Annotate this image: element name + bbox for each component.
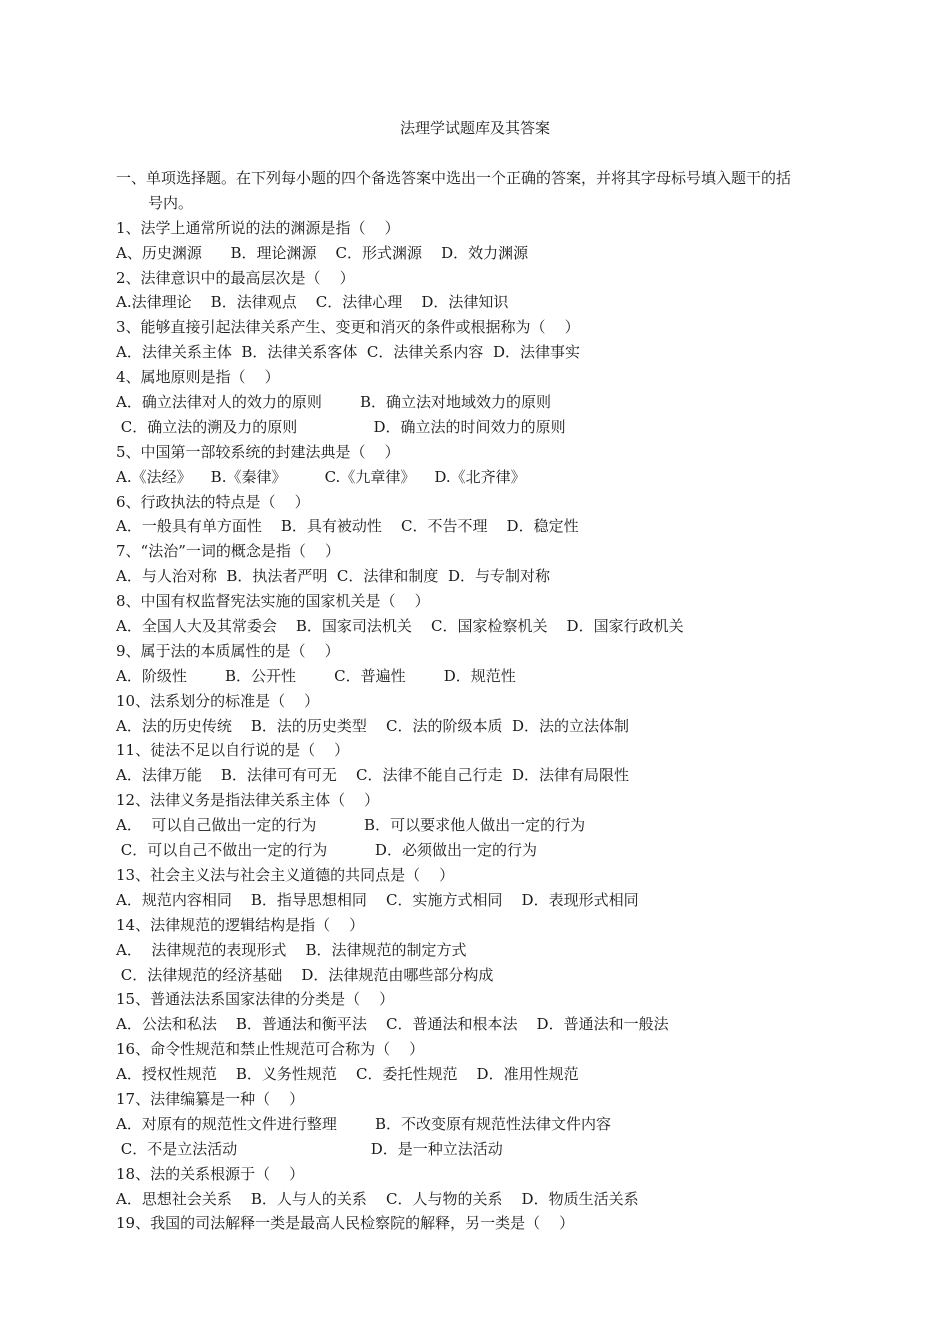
question-stem: 12、法律义务是指法律关系主体（ ） (116, 791, 380, 810)
answer-options: A．法律万能 B．法律可有可无 C．法律不能自己行走 D．法律有局限性 (116, 766, 630, 785)
answer-options: C．确立法的溯及力的原则 D．确立法的时间效力的原则 (116, 417, 566, 436)
question-stem: 6、行政执法的特点是（ ） (116, 492, 310, 511)
question-list (116, 216, 876, 1237)
answer-options: A.法律理论 B．法律观点 C．法律心理 D．法律知识 (116, 293, 509, 312)
answer-options: A．法律关系主体 B．法律关系客体 C．法律关系内容 D．法律事实 (116, 343, 580, 362)
question-stem: 16、命令性规范和禁止性规范可合称为（ ） (116, 1040, 425, 1059)
question-stem: 1、法学上通常所说的法的渊源是指（ ） (116, 218, 400, 237)
question-stem: 9、属于法的本质属性的是（ ） (116, 641, 340, 660)
answer-options: C．法律规范的经济基础 D．法律规范由哪些部分构成 (116, 965, 494, 984)
question-stem: 2、法律意识中的最高层次是（ ） (116, 268, 355, 287)
question-stem: 3、能够直接引起法律关系产生、变更和消灭的条件或根据称为（ ） (116, 318, 580, 337)
answer-options: A．阶级性 B．公开性 C．普遍性 D．规范性 (116, 666, 516, 685)
question-stem: 10、法系划分的标准是（ ） (116, 691, 320, 710)
section-heading-continuation: 号内。 (148, 193, 194, 212)
answer-options: C．可以自己不做出一定的行为 D．必须做出一定的行为 (116, 841, 537, 860)
answer-options: A．与人治对称 B．执法者严明 C．法律和制度 D．与专制对称 (116, 567, 550, 586)
question-stem: 19、我国的司法解释一类是最高人民检察院的解释，另一类是（ ） (116, 1214, 575, 1233)
question-stem: 5、中国第一部较系统的封建法典是（ ） (116, 442, 400, 461)
answer-options: A．规范内容相同 B．指导思想相同 C．实施方式相同 D．表现形式相同 (116, 890, 639, 909)
section-heading: 一、单项选择题。在下列每小题的四个备选答案中选出一个正确的答案，并将其字母标号填入题干的括 (116, 169, 792, 187)
answer-options: A．对原有的规范性文件进行整理 B．不改变原有规范性法律文件内容 (116, 1114, 612, 1133)
answer-options: A．公法和私法 B．普通法和衡平法 C．普通法和根本法 D．普通法和一般法 (116, 1015, 669, 1034)
question-stem: 13、社会主义法与社会主义道德的共同点是（ ） (116, 865, 455, 884)
answer-options: A．法的历史传统 B．法的历史类型 C．法的阶级本质 D．法的立法体制 (116, 716, 630, 735)
question-stem: 8、中国有权监督宪法实施的国家机关是（ ） (116, 592, 430, 611)
answer-options: A．全国人大及其常委会 B．国家司法机关 C．国家检察机关 D．国家行政机关 (116, 617, 684, 636)
document-body (116, 166, 876, 1236)
question-stem: 18、法的关系根源于（ ） (116, 1164, 305, 1183)
question-stem: 7、“法治”一词的概念是指（ ） (116, 542, 340, 561)
answer-options: A．授权性规范 B．义务性规范 C．委托性规范 D．准用性规范 (116, 1065, 579, 1084)
answer-options: A． 可以自己做出一定的行为 B．可以要求他人做出一定的行为 (116, 816, 586, 835)
answer-options: A．思想社会关系 B．人与人的关系 C．人与物的关系 D．物质生活关系 (116, 1189, 639, 1208)
question-stem: 17、法律编纂是一种（ ） (116, 1089, 305, 1108)
answer-options: C．不是立法活动 D．是一种立法活动 (116, 1139, 503, 1158)
answer-options: A．确立法律对人的效力的原则 B．确立法对地域效力的原则 (116, 393, 552, 412)
document-title: 法理学试题库及其答案 (399, 119, 550, 137)
answer-options: A．一般具有单方面性 B．具有被动性 C．不告不理 D．稳定性 (116, 517, 579, 536)
answer-options: A、历史渊源 B．理论渊源 C．形式渊源 D．效力渊源 (116, 243, 529, 262)
question-stem: 14、法律规范的逻辑结构是指（ ） (116, 915, 365, 934)
question-stem: 11、徒法不足以自行说的是（ ） (116, 741, 350, 760)
question-stem: 15、普通法法系国家法律的分类是（ ） (116, 990, 395, 1009)
answer-options: A． 法律规范的表现形式 B．法律规范的制定方式 (116, 940, 467, 959)
answer-options: A.《法经》 B.《秦律》 C.《九章律》 D.《北齐律》 (116, 467, 526, 486)
question-stem: 4、属地原则是指（ ） (116, 368, 280, 387)
